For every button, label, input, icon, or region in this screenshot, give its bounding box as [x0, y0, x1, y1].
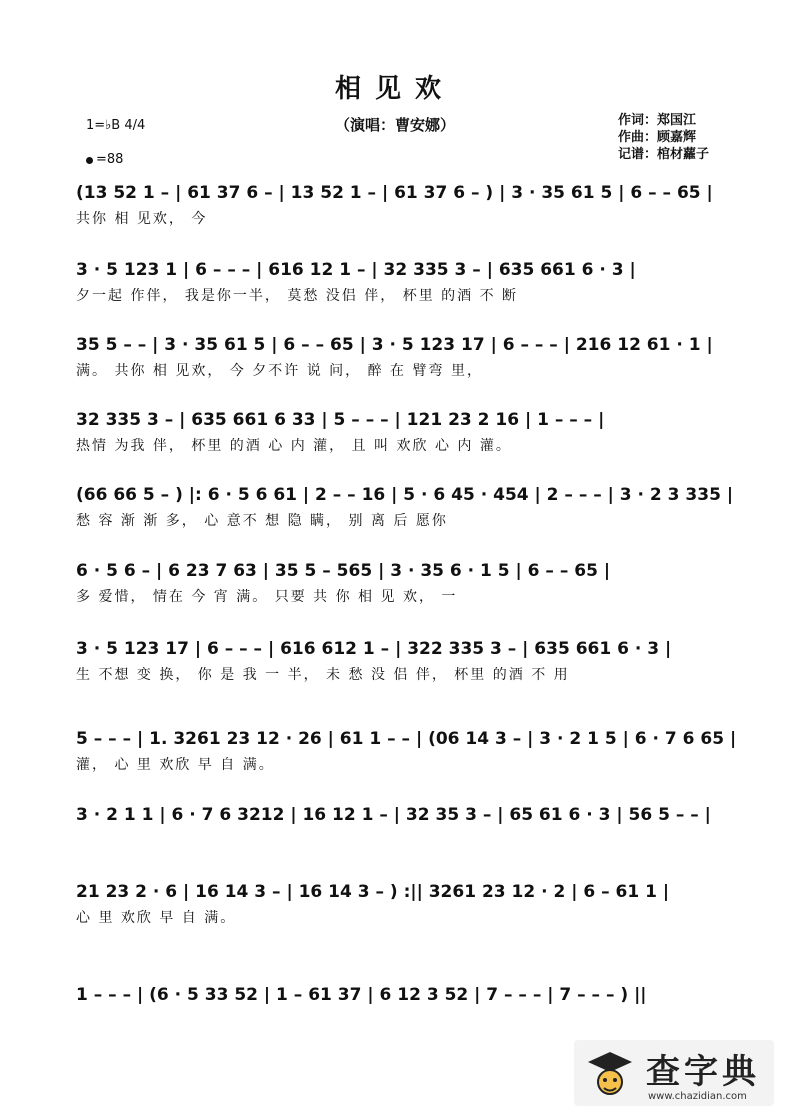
lyrics: 热情 为我 伴， 杯里 的酒 心 内 灌， 且 叫 欢欣 心 内 灌。: [76, 438, 512, 454]
quarter-note-icon: [86, 157, 93, 164]
notation: 32 335 3 – | 635 661 6 33 | 5 – – – | 121 23 2 16 | 1 – – – |: [76, 410, 605, 430]
lyrics: 满。 共你 相 见欢， 今 夕不许 说 问， 醉 在 臂弯 里，: [76, 363, 483, 379]
score-line-1: [76, 178, 728, 230]
lyrics: 多 爱惜， 情在 今 宵 满。 只要 共 你 相 见 欢， 一: [76, 589, 458, 605]
score-line-4: [76, 405, 728, 457]
notation: 21 23 2 · 6 | 16 14 3 – | 16 14 3 – ) :|| 3261 23 12 · 2 | 6 – 61 1 |: [76, 882, 670, 902]
notation: 1 – – – | (6 · 5 33 52 | 1 – 61 37 | 6 12 3 52 | 7 – – – | 7 – – – ) ||: [76, 985, 647, 1005]
tempo-marking: [86, 152, 123, 167]
score-line-3: [76, 330, 728, 382]
score-line-5: [76, 480, 734, 532]
notation: 3 · 5 123 17 | 6 – – – | 616 612 1 – | 322 335 3 – | 635 661 6 · 3 |: [76, 639, 672, 659]
credit-transcriber: 记谱：棺材蘿子: [618, 147, 710, 162]
lyrics: 生 不想 变 换， 你 是 我 一 半， 未 愁 没 侣 伴， 杯里 的酒 不 用: [76, 667, 570, 683]
notation: (66 66 5 – ) |: 6 · 5 6 61 | 2 – – 16 | 5 · 6 45 · 454 | 2 – – – | 3 · 2 3 335 |: [76, 485, 734, 505]
lyrics: 心 里 欢欣 早 自 满。: [76, 910, 237, 926]
score-line-6: [76, 556, 728, 608]
lyrics: [76, 830, 728, 852]
score-line-9: [76, 800, 728, 852]
notation: 35 5 – – | 3 · 35 61 5 | 6 – – 65 | 3 · 5 123 17 | 6 – – – | 216 12 61 · 1 |: [76, 335, 713, 355]
watermark-brand: 查字典: [646, 1052, 760, 1092]
watermark-url: www.chazidian.com: [648, 1091, 747, 1102]
tempo-value: =88: [96, 152, 124, 167]
credit-lyricist: 作词：郑国江: [618, 113, 697, 128]
graduate-cap-icon: [586, 1048, 634, 1100]
notation: 3 · 5 123 1 | 6 – – – | 616 12 1 – | 32 335 3 – | 635 661 6 · 3 |: [76, 260, 636, 280]
credits: [618, 112, 709, 163]
notation: 3 · 2 1 1 | 6 · 7 6 3212 | 16 12 1 – | 32 35 3 – | 65 61 6 · 3 | 56 5 – – |: [76, 805, 711, 825]
notation: 5 – – – | 1. 3261 23 12 · 26 | 61 1 – – | (06 14 3 – | 3 · 2 1 5 | 6 · 7 6 65 |: [76, 729, 737, 749]
notation: (13 52 1 – | 61 37 6 – | 13 52 1 – | 61 37 6 – ) | 3 · 35 61 5 | 6 – – 65 |: [76, 183, 713, 203]
credit-composer: 作曲：顾嘉辉: [618, 130, 697, 145]
singer-line: （演唱：曹安娜）: [334, 116, 455, 134]
score-line-8: [76, 724, 737, 776]
lyrics: [76, 1010, 728, 1032]
score-line-2: [76, 255, 728, 307]
lyrics: 愁 容 渐 渐 多， 心 意不 想 隐 瞒， 别 离 后 愿你: [76, 513, 448, 529]
lyrics: 夕一起 作伴， 我是你一半， 莫愁 没侣 伴， 杯里 的酒 不 断: [76, 288, 519, 304]
song-title: 相见欢: [334, 74, 455, 104]
lyrics: 共你 相 见欢， 今: [76, 211, 208, 227]
score-line-7: [76, 634, 728, 686]
score-line-10: [76, 877, 728, 929]
notation: 6 · 5 6 – | 6 23 7 63 | 35 5 – 565 | 3 · 35 6 · 1 5 | 6 – – 65 |: [76, 561, 611, 581]
score-line-11: [76, 980, 728, 1032]
lyrics: 灌， 心 里 欢欣 早 自 满。: [76, 757, 275, 773]
key-signature: 1=♭B 4/4: [86, 118, 146, 133]
